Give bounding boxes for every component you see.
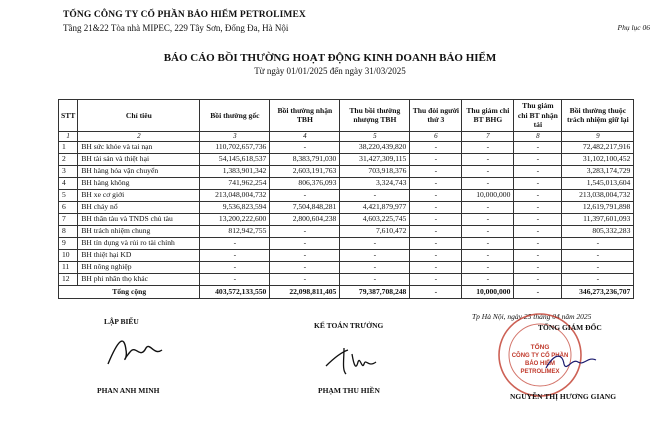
row-value: - bbox=[514, 153, 562, 165]
table-row bbox=[59, 153, 634, 165]
row-value: - bbox=[462, 273, 514, 285]
preparer-name: PHAN ANH MINH bbox=[97, 386, 160, 395]
row-stt: 12 bbox=[59, 273, 78, 285]
row-value: - bbox=[200, 261, 270, 273]
preparer-signature bbox=[100, 330, 170, 370]
row-value: 9,536,823,594 bbox=[200, 201, 270, 213]
total-value: 22,098,811,405 bbox=[270, 285, 340, 298]
row-stt: 10 bbox=[59, 249, 78, 261]
row-stt: 5 bbox=[59, 189, 78, 201]
total-value: - bbox=[514, 285, 562, 298]
table-row bbox=[59, 261, 634, 273]
header-reinsurance-ceded: Thu bồi thường nhượng TBH bbox=[340, 100, 410, 132]
table-row bbox=[59, 213, 634, 225]
row-value: - bbox=[270, 225, 340, 237]
row-value: 703,918,376 bbox=[340, 165, 410, 177]
row-stt: 3 bbox=[59, 165, 78, 177]
row-value: - bbox=[200, 249, 270, 261]
row-value: 110,702,657,736 bbox=[200, 141, 270, 153]
row-value: - bbox=[462, 165, 514, 177]
total-value: 10,000,000 bbox=[462, 285, 514, 298]
row-stt: 8 bbox=[59, 225, 78, 237]
row-stt: 7 bbox=[59, 213, 78, 225]
row-value: 12,619,791,898 bbox=[562, 201, 634, 213]
svg-text:CÔNG TY CỔ PHẦN: CÔNG TY CỔ PHẦN bbox=[511, 353, 569, 359]
signing-date: Tp Hà Nội, ngày 25 tháng 04 năm 2025 bbox=[472, 312, 592, 321]
row-value: 3,324,743 bbox=[340, 177, 410, 189]
row-value: 2,603,191,763 bbox=[270, 165, 340, 177]
claims-table bbox=[58, 99, 634, 299]
index-cell: 7 bbox=[462, 131, 514, 141]
row-value: - bbox=[270, 261, 340, 273]
row-value: - bbox=[514, 177, 562, 189]
row-value: - bbox=[270, 249, 340, 261]
index-cell: 3 bbox=[200, 131, 270, 141]
row-indicator: BH phi nhân thọ khác bbox=[78, 273, 200, 285]
row-indicator: BH sức khỏe và tai nạn bbox=[78, 141, 200, 153]
row-value: - bbox=[270, 141, 340, 153]
report-title: BÁO CÁO BỒI THƯỜNG HOẠT ĐỘNG KINH DOANH BẢO HIỂM bbox=[163, 52, 497, 64]
row-value: - bbox=[562, 273, 634, 285]
table-row bbox=[59, 165, 634, 177]
row-value: 72,482,217,916 bbox=[562, 141, 634, 153]
row-value: - bbox=[462, 153, 514, 165]
row-value: - bbox=[514, 141, 562, 153]
row-value: 7,610,472 bbox=[340, 225, 410, 237]
row-value: - bbox=[200, 237, 270, 249]
row-value: - bbox=[410, 237, 462, 249]
row-value: 3,283,174,729 bbox=[562, 165, 634, 177]
row-value: - bbox=[514, 237, 562, 249]
row-value: - bbox=[514, 189, 562, 201]
row-indicator: BH hàng không bbox=[78, 177, 200, 189]
accountant-title: KẾ TOÁN TRƯỞNG bbox=[314, 321, 384, 330]
total-row bbox=[59, 285, 634, 298]
row-value: - bbox=[514, 201, 562, 213]
row-value: - bbox=[410, 153, 462, 165]
row-value: 806,376,093 bbox=[270, 177, 340, 189]
row-value: - bbox=[410, 177, 462, 189]
row-value: - bbox=[462, 141, 514, 153]
row-value: - bbox=[410, 261, 462, 273]
row-value: - bbox=[514, 249, 562, 261]
header-retained: Bồi thường thuộc trách nhiệm giữ lại bbox=[562, 100, 634, 132]
row-indicator: BH trách nhiệm chung bbox=[78, 225, 200, 237]
row-value: - bbox=[514, 261, 562, 273]
director-name: NGUYỄN THỊ HƯƠNG GIANG bbox=[510, 392, 617, 401]
row-indicator: BH hàng hóa vận chuyển bbox=[78, 165, 200, 177]
row-value: - bbox=[410, 225, 462, 237]
row-value: - bbox=[514, 213, 562, 225]
row-value: 54,145,618,537 bbox=[200, 153, 270, 165]
row-value: 38,220,439,820 bbox=[340, 141, 410, 153]
row-value: - bbox=[410, 249, 462, 261]
table-row bbox=[59, 141, 634, 153]
row-value: 4,603,225,745 bbox=[340, 213, 410, 225]
total-value: 79,387,708,248 bbox=[340, 285, 410, 298]
column-index-row bbox=[59, 131, 634, 141]
row-value: - bbox=[340, 189, 410, 201]
company-name: TỔNG CÔNG TY CỔ PHẦN BẢO HIỂM PETROLIMEX bbox=[63, 10, 306, 20]
report-period: Từ ngày 01/01/2025 đến ngày 31/03/2025 bbox=[254, 66, 406, 76]
row-value: - bbox=[514, 165, 562, 177]
index-cell: 4 bbox=[270, 131, 340, 141]
table-row bbox=[59, 273, 634, 285]
svg-text:TỔNG: TỔNG bbox=[530, 344, 550, 351]
row-stt: 11 bbox=[59, 261, 78, 273]
total-value: - bbox=[410, 285, 462, 298]
total-label: Tổng cộng bbox=[59, 285, 200, 298]
row-value: 10,000,000 bbox=[462, 189, 514, 201]
row-value: - bbox=[340, 249, 410, 261]
row-value: - bbox=[462, 177, 514, 189]
row-indicator: BH tài sản và thiệt hại bbox=[78, 153, 200, 165]
row-value: - bbox=[340, 273, 410, 285]
header-reinsurance-assumed: Bồi thường nhận TBH bbox=[270, 100, 340, 132]
row-value: 7,504,848,281 bbox=[270, 201, 340, 213]
company-address: Tầng 21&22 Tòa nhà MIPEC, 229 Tây Sơn, Đống Đa, Hà Nội bbox=[63, 23, 289, 33]
table-header bbox=[59, 100, 634, 132]
table-row bbox=[59, 189, 634, 201]
preparer-title: LẬP BIỂU bbox=[104, 317, 139, 326]
row-value: - bbox=[562, 237, 634, 249]
row-value: - bbox=[462, 213, 514, 225]
index-cell: 6 bbox=[410, 131, 462, 141]
row-value: - bbox=[270, 237, 340, 249]
row-value: - bbox=[410, 201, 462, 213]
row-value: 31,427,309,115 bbox=[340, 153, 410, 165]
row-value: 1,383,901,342 bbox=[200, 165, 270, 177]
accountant-name: PHẠM THU HIỀN bbox=[318, 386, 380, 395]
director-title: TỔNG GIÁM ĐỐC bbox=[538, 323, 602, 332]
row-value: 11,397,601,093 bbox=[562, 213, 634, 225]
header-original-claims: Bồi thường gốc bbox=[200, 100, 270, 132]
row-value: - bbox=[462, 249, 514, 261]
row-stt: 6 bbox=[59, 201, 78, 213]
row-value: - bbox=[270, 273, 340, 285]
row-value: - bbox=[514, 225, 562, 237]
row-value: - bbox=[514, 273, 562, 285]
row-value: 2,800,604,238 bbox=[270, 213, 340, 225]
index-cell: 2 bbox=[78, 131, 200, 141]
row-value: - bbox=[462, 237, 514, 249]
table-row bbox=[59, 249, 634, 261]
appendix-label: Phụ lục 06 bbox=[617, 23, 650, 32]
row-value: - bbox=[410, 141, 462, 153]
row-value: - bbox=[562, 249, 634, 261]
row-value: - bbox=[462, 225, 514, 237]
director-signature bbox=[540, 348, 600, 378]
header-stt: STT bbox=[59, 100, 78, 132]
row-indicator: BH xe cơ giới bbox=[78, 189, 200, 201]
row-value: - bbox=[410, 213, 462, 225]
index-cell: 8 bbox=[514, 131, 562, 141]
row-indicator: BH cháy nổ bbox=[78, 201, 200, 213]
row-value: - bbox=[462, 261, 514, 273]
index-cell: 1 bbox=[59, 131, 78, 141]
row-stt: 1 bbox=[59, 141, 78, 153]
row-value: - bbox=[410, 165, 462, 177]
row-value: - bbox=[270, 189, 340, 201]
row-value: 31,102,100,452 bbox=[562, 153, 634, 165]
row-indicator: BH tín dụng và rủi ro tài chính bbox=[78, 237, 200, 249]
row-indicator: BH thiệt hại KD bbox=[78, 249, 200, 261]
row-value: 812,942,755 bbox=[200, 225, 270, 237]
row-value: - bbox=[462, 201, 514, 213]
row-value: - bbox=[340, 261, 410, 273]
row-value: 213,038,004,732 bbox=[562, 189, 634, 201]
row-value: - bbox=[200, 273, 270, 285]
header-indicator: Chỉ tiêu bbox=[78, 100, 200, 132]
row-value: 4,421,879,977 bbox=[340, 201, 410, 213]
header-reduction-assumed: Thu giảm chi BT nhận tái bbox=[514, 100, 562, 132]
row-value: 213,048,004,732 bbox=[200, 189, 270, 201]
row-stt: 4 bbox=[59, 177, 78, 189]
header-reduction-direct: Thu giảm chi BT BHG bbox=[462, 100, 514, 132]
row-value: - bbox=[562, 261, 634, 273]
row-value: 13,200,222,600 bbox=[200, 213, 270, 225]
table-row bbox=[59, 201, 634, 213]
row-value: 741,962,254 bbox=[200, 177, 270, 189]
row-indicator: BH nông nghiệp bbox=[78, 261, 200, 273]
index-cell: 5 bbox=[340, 131, 410, 141]
table-row bbox=[59, 237, 634, 249]
table-row bbox=[59, 177, 634, 189]
accountant-signature bbox=[322, 340, 382, 380]
table-row bbox=[59, 225, 634, 237]
total-value: 403,572,133,550 bbox=[200, 285, 270, 298]
svg-text:PETROLIMEX: PETROLIMEX bbox=[520, 369, 560, 375]
row-value: 805,332,283 bbox=[562, 225, 634, 237]
row-stt: 9 bbox=[59, 237, 78, 249]
svg-text:BẢO HIỂM: BẢO HIỂM bbox=[525, 361, 555, 367]
total-value: 346,273,236,707 bbox=[562, 285, 634, 298]
row-value: 1,545,013,604 bbox=[562, 177, 634, 189]
row-value: - bbox=[410, 189, 462, 201]
row-value: - bbox=[410, 273, 462, 285]
row-value: - bbox=[340, 237, 410, 249]
row-stt: 2 bbox=[59, 153, 78, 165]
row-value: 8,383,791,030 bbox=[270, 153, 340, 165]
header-third-party: Thu đòi người thứ 3 bbox=[410, 100, 462, 132]
row-indicator: BH thân tàu và TNDS chủ tàu bbox=[78, 213, 200, 225]
index-cell: 9 bbox=[562, 131, 634, 141]
